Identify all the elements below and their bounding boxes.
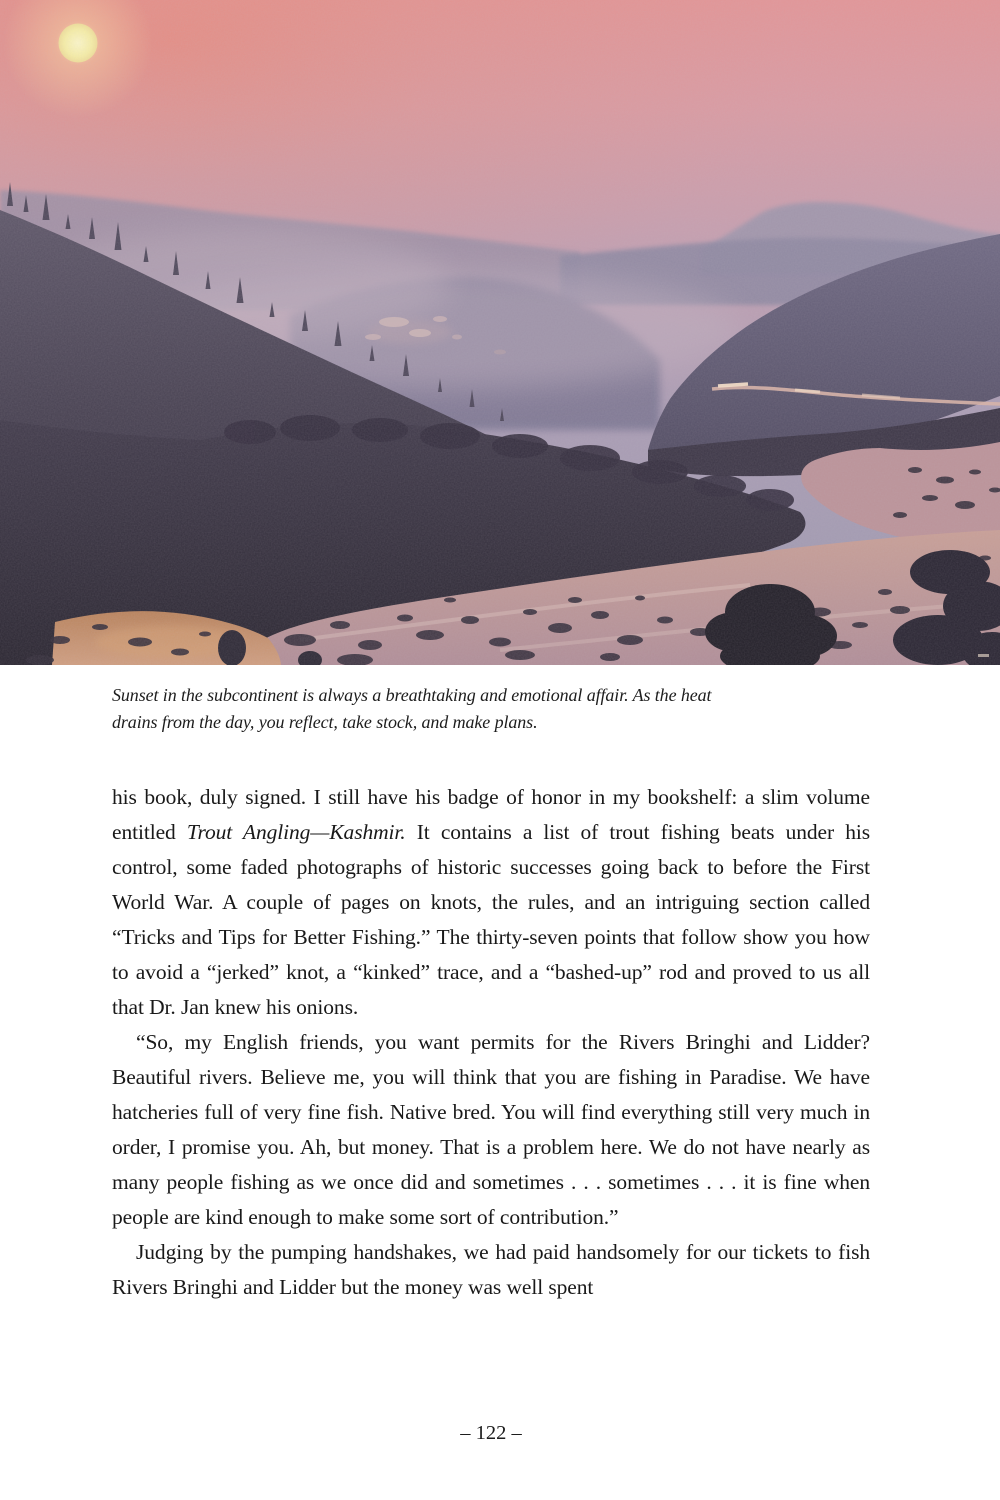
- film-grain: [0, 0, 1000, 665]
- photo-caption: [112, 682, 872, 736]
- sunset-photo: [0, 0, 1000, 665]
- body-paragraph-3: Judging by the pumping handshakes, we had paid handsomely for our tickets to fish Rivers Bringhi and Lidder but the money was well spent: [112, 1240, 870, 1299]
- body-text: [112, 780, 870, 1305]
- caption-line-2: drains from the day, you reflect, take stock, and make plans.: [112, 712, 538, 732]
- page-number: – 122 –: [460, 1422, 522, 1444]
- paragraph-1-post: It contains a list of trout fishing beats under his control, some faded photographs of historic successes going back to before the First World War. A couple of pages on knots, the rules, and an intriguing section called “Tricks and Tips for Better Fishing.” The thirty-seven points that follow show you how to avoid a “jerked” knot, a “kinked” trace, and a “bashed-up” rod and proved to us all that Dr. Jan knew his onions.: [112, 820, 870, 1019]
- sunset-photo-canvas: [0, 0, 1000, 665]
- caption-line-1: Sunset in the subcontinent is always a breathtaking and emotional affair. As the heat: [112, 685, 712, 705]
- paragraph-1-pre: his book, duly signed. I still have his badge of honor in my bookshelf: a slim volume entitled: [112, 785, 870, 844]
- paragraph-1-book-title: Trout Angling—Kashmir.: [186, 820, 406, 844]
- body-paragraph-1: [112, 780, 870, 1025]
- body-paragraph-2: “So, my English friends, you want permits for the Rivers Bringhi and Lidder? Beautiful rivers. Believe me, you will think that you are fishing in Paradise. We have hatcheries full of very fine fish. Native bred. You will find everything still very much in order, I promise you. Ah, but money. That is a problem here. We do not have nearly as many people fishing as we once did and sometimes . . . sometimes . . . it is fine when people are kind enough to make some sort of contribution.”: [112, 1030, 870, 1229]
